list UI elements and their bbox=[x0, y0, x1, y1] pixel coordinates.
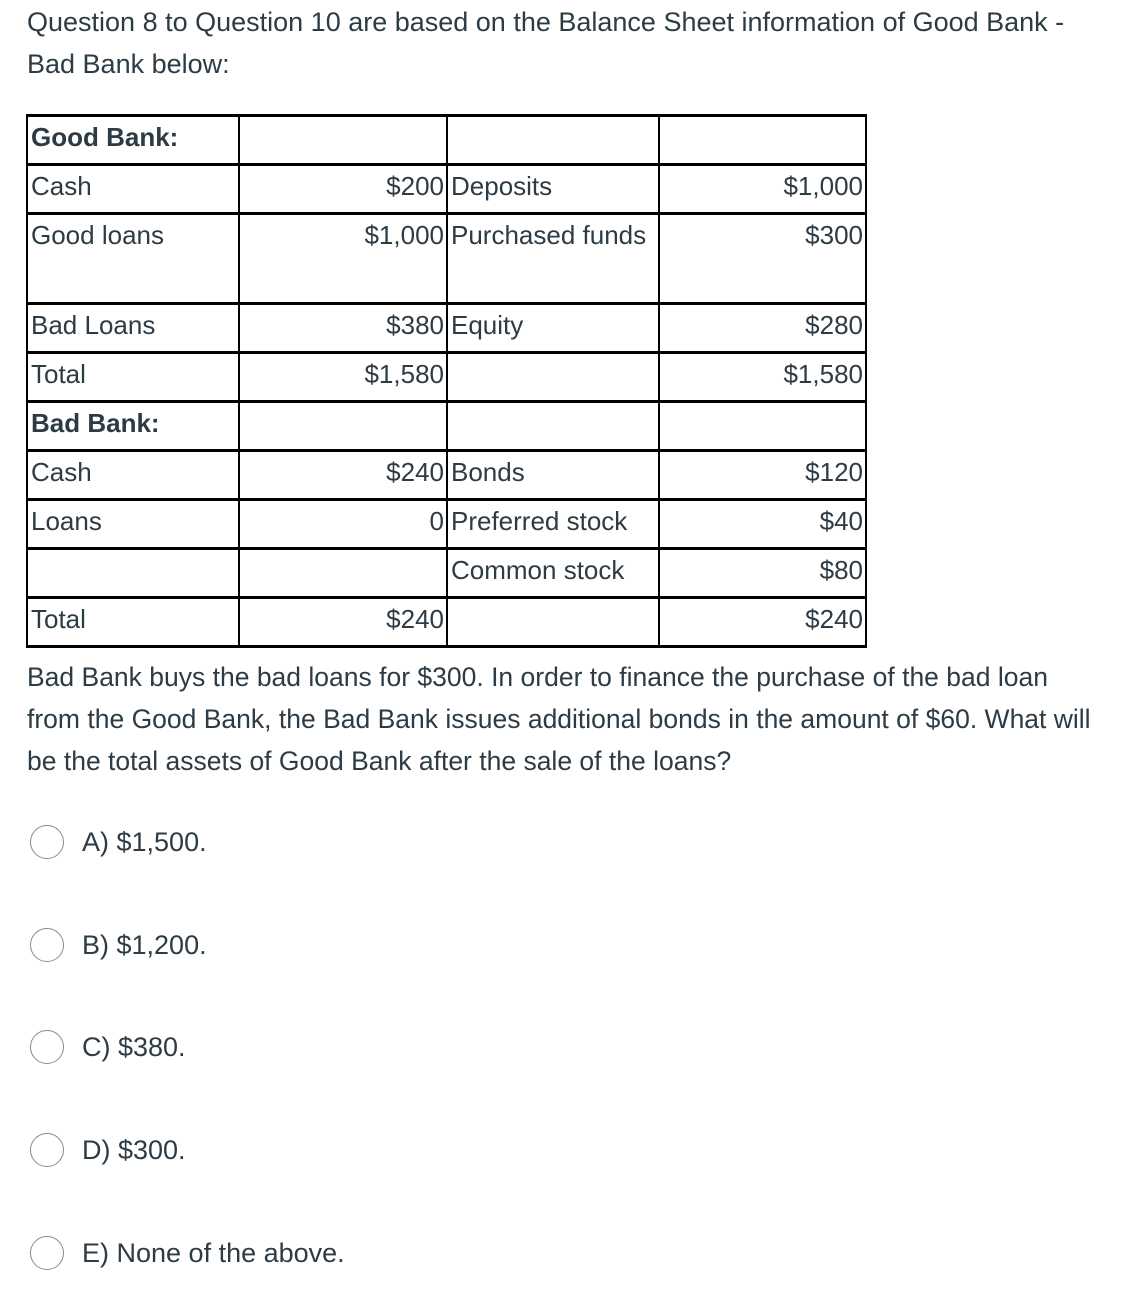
table-cell: $300 bbox=[659, 214, 866, 304]
table-cell bbox=[239, 402, 447, 451]
table-row bbox=[27, 214, 866, 304]
table-cell: $80 bbox=[659, 549, 866, 598]
table-cell bbox=[447, 598, 659, 647]
choice-b[interactable] bbox=[30, 925, 207, 965]
table-cell: $120 bbox=[659, 451, 866, 500]
table-cell: Cash bbox=[27, 451, 239, 500]
table-cell: Equity bbox=[447, 304, 659, 353]
choice-label: B) $1,200. bbox=[82, 929, 207, 960]
choice-label: E) None of the above. bbox=[82, 1237, 345, 1268]
table-row bbox=[27, 353, 866, 402]
question-intro: Question 8 to Question 10 are based on the Balance Sheet information of Good Bank - Bad Bank below: bbox=[27, 7, 1065, 79]
table-cell: $1,580 bbox=[659, 353, 866, 402]
table-cell: $380 bbox=[239, 304, 447, 353]
table-cell: $240 bbox=[239, 451, 447, 500]
table-cell: Cash bbox=[27, 165, 239, 214]
table-row bbox=[27, 165, 866, 214]
table-cell bbox=[659, 402, 866, 451]
table-row bbox=[27, 116, 866, 165]
choice-label: C) $380. bbox=[82, 1031, 186, 1062]
table-cell: Bad Loans bbox=[27, 304, 239, 353]
choice-e[interactable] bbox=[30, 1233, 345, 1273]
table-row bbox=[27, 451, 866, 500]
table-cell: Good Bank: bbox=[27, 116, 239, 165]
choice-a[interactable] bbox=[30, 822, 207, 862]
table-cell bbox=[447, 402, 659, 451]
radio-button[interactable] bbox=[30, 825, 64, 859]
table-cell: Total bbox=[27, 598, 239, 647]
radio-button[interactable] bbox=[30, 928, 64, 962]
table-cell: Deposits bbox=[447, 165, 659, 214]
table-cell: Preferred stock bbox=[447, 500, 659, 549]
table-cell: Total bbox=[27, 353, 239, 402]
table-row bbox=[27, 598, 866, 647]
table-cell: $240 bbox=[239, 598, 447, 647]
table-row bbox=[27, 500, 866, 549]
table-cell bbox=[447, 353, 659, 402]
table-cell: 0 bbox=[239, 500, 447, 549]
table-cell: Good loans bbox=[27, 214, 239, 304]
table-cell bbox=[659, 116, 866, 165]
table-cell: $1,580 bbox=[239, 353, 447, 402]
choice-d[interactable] bbox=[30, 1130, 186, 1170]
table-cell: $200 bbox=[239, 165, 447, 214]
choice-label: A) $1,500. bbox=[82, 826, 207, 857]
balance-sheet-table bbox=[26, 114, 867, 648]
table-row bbox=[27, 549, 866, 598]
table-cell: Purchased funds bbox=[447, 214, 659, 304]
table-cell: Loans bbox=[27, 500, 239, 549]
choice-label: D) $300. bbox=[82, 1134, 186, 1165]
radio-button[interactable] bbox=[30, 1133, 64, 1167]
radio-button[interactable] bbox=[30, 1236, 64, 1270]
table-cell: $40 bbox=[659, 500, 866, 549]
table-cell: Bonds bbox=[447, 451, 659, 500]
table-cell: $1,000 bbox=[239, 214, 447, 304]
table-row bbox=[27, 304, 866, 353]
table-cell bbox=[447, 116, 659, 165]
question-prompt: Bad Bank buys the bad loans for $300. In order to finance the purchase of the bad loan from the Good Bank, the Bad Bank issues additional bonds in the amount of $60. What will be the total assets of Good Bank after the sale of the loans? bbox=[27, 662, 1091, 776]
radio-button[interactable] bbox=[30, 1030, 64, 1064]
table-cell: $240 bbox=[659, 598, 866, 647]
choice-c[interactable] bbox=[30, 1027, 186, 1067]
table-cell: Bad Bank: bbox=[27, 402, 239, 451]
table-cell: Common stock bbox=[447, 549, 659, 598]
table-cell: $1,000 bbox=[659, 165, 866, 214]
table-cell bbox=[27, 549, 239, 598]
table-cell: $280 bbox=[659, 304, 866, 353]
table-row bbox=[27, 402, 866, 451]
table-cell bbox=[239, 549, 447, 598]
table-cell bbox=[239, 116, 447, 165]
